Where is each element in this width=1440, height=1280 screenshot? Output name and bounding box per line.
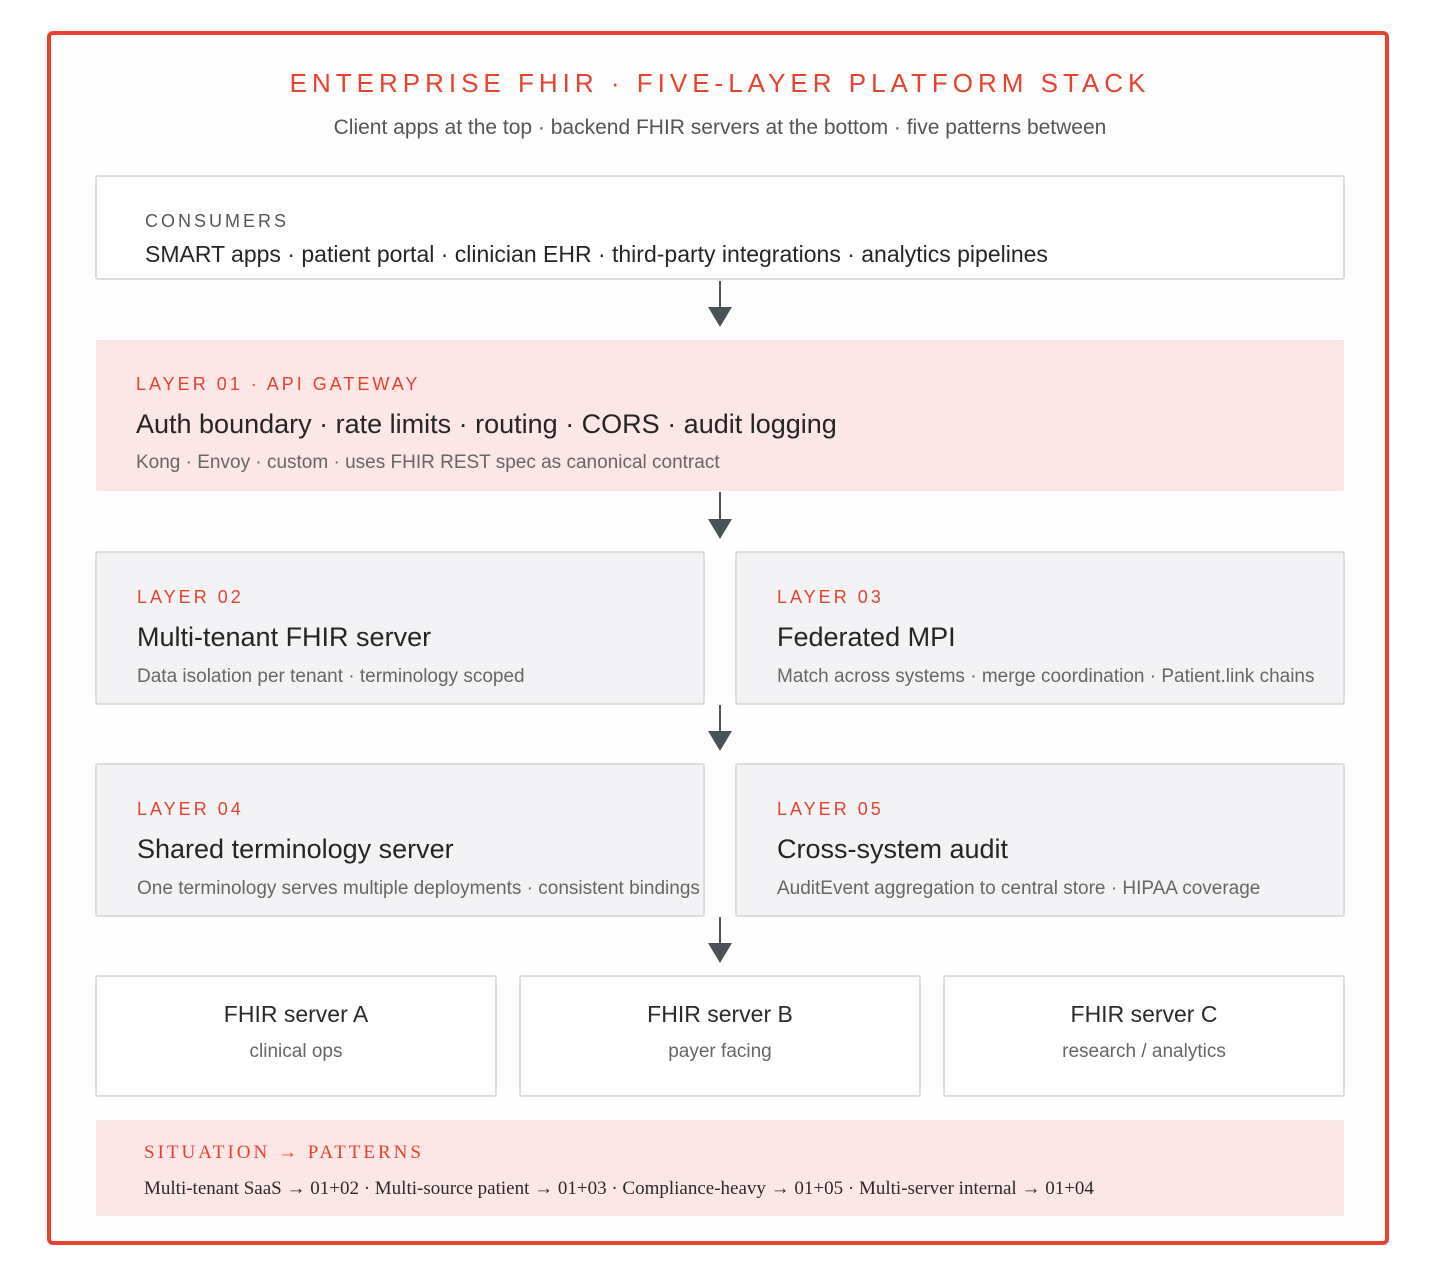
arrow-layer-04-to-servers — [708, 917, 732, 963]
situation-tag: SITUATION → PATTERNS — [144, 1142, 424, 1163]
arrow-consumers-to-layer-01 — [708, 281, 732, 327]
fhir-server-b-name: FHIR server B — [647, 1001, 793, 1027]
layer-03-description: Match across systems · merge coordination · Patient.link chains — [777, 666, 1315, 687]
diagram-subtitle: Client apps at the top · backend FHIR servers at the bottom · five patterns between — [333, 116, 1107, 139]
layer-04-title: Shared terminology server — [137, 834, 454, 864]
layer-05-title: Cross-system audit — [777, 834, 1009, 864]
layer-02-description: Data isolation per tenant · terminology scoped — [137, 666, 525, 687]
layer-05-tag: LAYER 05 — [777, 799, 884, 819]
fhir-server-b-description: payer facing — [668, 1041, 772, 1062]
fhir-server-a-name: FHIR server A — [223, 1001, 369, 1027]
layer-01-description: Kong · Envoy · custom · uses FHIR REST spec as canonical contract — [136, 452, 720, 473]
diagram-title: ENTERPRISE FHIR · FIVE-LAYER PLATFORM STACK — [289, 68, 1151, 98]
arrow-layer-01-to-layer-02 — [708, 492, 732, 539]
fhir-server-c-name: FHIR server C — [1070, 1001, 1218, 1027]
fhir-server-c-description: research / analytics — [1062, 1041, 1226, 1062]
consumers-text: SMART apps · patient portal · clinician EHR · third-party integrations · analytics pipelines — [145, 241, 1048, 267]
layer-05-description: AuditEvent aggregation to central store · HIPAA coverage — [777, 878, 1261, 899]
situation-text: Multi-tenant SaaS → 01+02 · Multi-source patient → 01+03 · Compliance-heavy → 01+05 · Multi-server internal → 01+04 — [144, 1178, 1094, 1199]
fhir-server-a-description: clinical ops — [249, 1041, 343, 1062]
layer-04-tag: LAYER 04 — [137, 799, 244, 819]
consumers-tag: CONSUMERS — [145, 211, 290, 231]
layer-03-title: Federated MPI — [777, 622, 956, 652]
arrow-layer-02-to-layer-04 — [708, 705, 732, 751]
layer-02-tag: LAYER 02 — [137, 587, 244, 607]
layer-01-tag: LAYER 01 · API GATEWAY — [136, 374, 421, 394]
layer-04-description: One terminology serves multiple deployments · consistent bindings — [137, 878, 700, 899]
layer-03-tag: LAYER 03 — [777, 587, 884, 607]
layer-02-title: Multi-tenant FHIR server — [137, 622, 432, 652]
layer-01-title: Auth boundary · rate limits · routing · CORS · audit logging — [136, 409, 837, 439]
